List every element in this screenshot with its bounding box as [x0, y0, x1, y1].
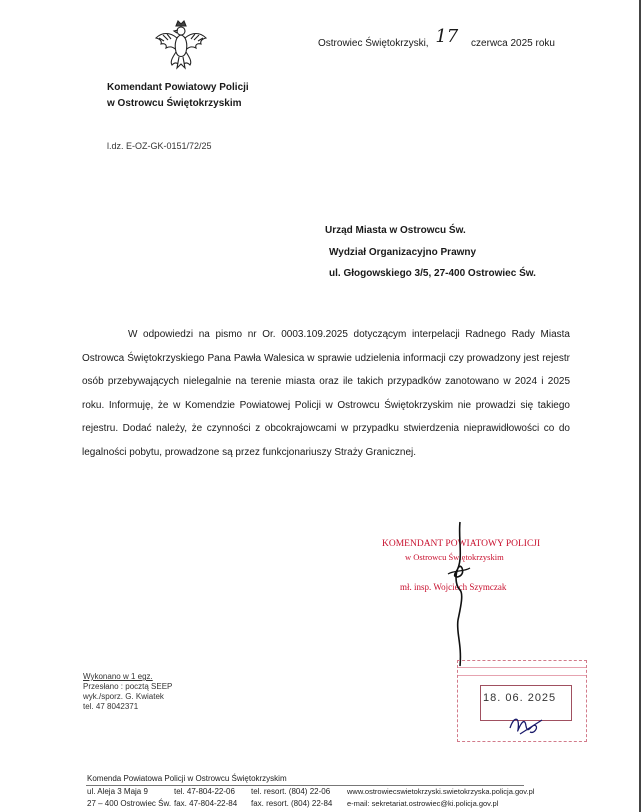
- signature-stamp-place: w Ostrowcu Świętokrzyskim: [405, 552, 504, 562]
- signature-stamp-title: KOMENDANT POWIATOWY POLICJI: [382, 539, 541, 549]
- date-day-handwritten: 17: [435, 26, 459, 47]
- signature-stamp-name: mł. insp. Wojciech Szymczak: [400, 582, 507, 592]
- polish-eagle-emblem-icon: [152, 18, 210, 70]
- date-line: [318, 26, 555, 51]
- letter-body: W odpowiedzi na pismo nr Or. 0003.109.2025 dotyczącym interpelacji Radnego Rady Miasta Ostrowca Świętokrzyskiego Pana Pawła Walesica w sprawie udzielenia informacji czy prowadzony jest rejestr osób przebywających nielegalnie na terenie miasta oraz ile takich przypadków zanotowano w 2024 i 2025 roku. Informuję, że w Komendzie Powiatowej Policji w Ostrowcu Świętokrzyskim nie prowadzi się takiego rejestru. Dodać należy, że czynności z obcokrajowcami w przypadku stwierdzenia nieprawidłowości co do legalności pobytu, prowadzone są przez funkcjonariuszy Straży Granicznej.: [82, 329, 570, 458]
- note-sent: Przesłano : pocztą SEEP: [83, 682, 173, 691]
- recipient-line-1: Urząd Miasta w Ostrowcu Św.: [325, 225, 466, 236]
- recipient-line-3: ul. Głogowskiego 3/5, 27-400 Ostrowiec Św.: [329, 268, 536, 279]
- footer-city: 27 – 400 Ostrowiec Św.: [87, 799, 172, 808]
- footer-email-link[interactable]: e-mail: sekretariat.ostrowiec@ki.policja.gov.pl: [347, 799, 499, 808]
- date-suffix: czerwca 2025 roku: [471, 38, 555, 49]
- footer-street: ul. Aleja 3 Maja 9: [87, 787, 148, 796]
- footer-www-link[interactable]: www.ostrowiecswietokrzyski.swietokrzyska.policja.gov.pl: [347, 787, 535, 796]
- handwritten-initials-icon: [506, 706, 546, 740]
- note-phone: tel. 47 8042371: [83, 702, 139, 711]
- footer-tel-resort: tel. resort. (804) 22-06: [251, 787, 331, 796]
- note-prepared: wyk./sporz. G. Kwiatek: [83, 692, 164, 701]
- footer-divider: [86, 785, 524, 786]
- note-copies: Wykonano w 1 egz.: [83, 672, 153, 681]
- recipient-line-2: Wydział Organizacyjno Prawny: [329, 247, 477, 258]
- issuer-line-1: Komendant Powiatowy Policji: [107, 82, 249, 93]
- issuer-line-2: w Ostrowcu Świętokrzyskim: [107, 98, 242, 109]
- footer-tel: tel. 47-804-22-06: [174, 787, 235, 796]
- footer-fax: fax. 47-804-22-84: [174, 799, 238, 808]
- handwritten-signature-icon: [430, 520, 490, 670]
- footer-fax-resort: fax. resort. (804) 22-84: [251, 799, 333, 808]
- received-stamp-date: 18. 06. 2025: [483, 692, 557, 704]
- footer-org: Komenda Powiatowa Policji w Ostrowcu Świętokrzyskim: [87, 774, 287, 783]
- reference-number: l.dz. E-OZ-GK-0151/72/25: [107, 141, 212, 151]
- date-prefix: Ostrowiec Świętokrzyski,: [318, 38, 429, 49]
